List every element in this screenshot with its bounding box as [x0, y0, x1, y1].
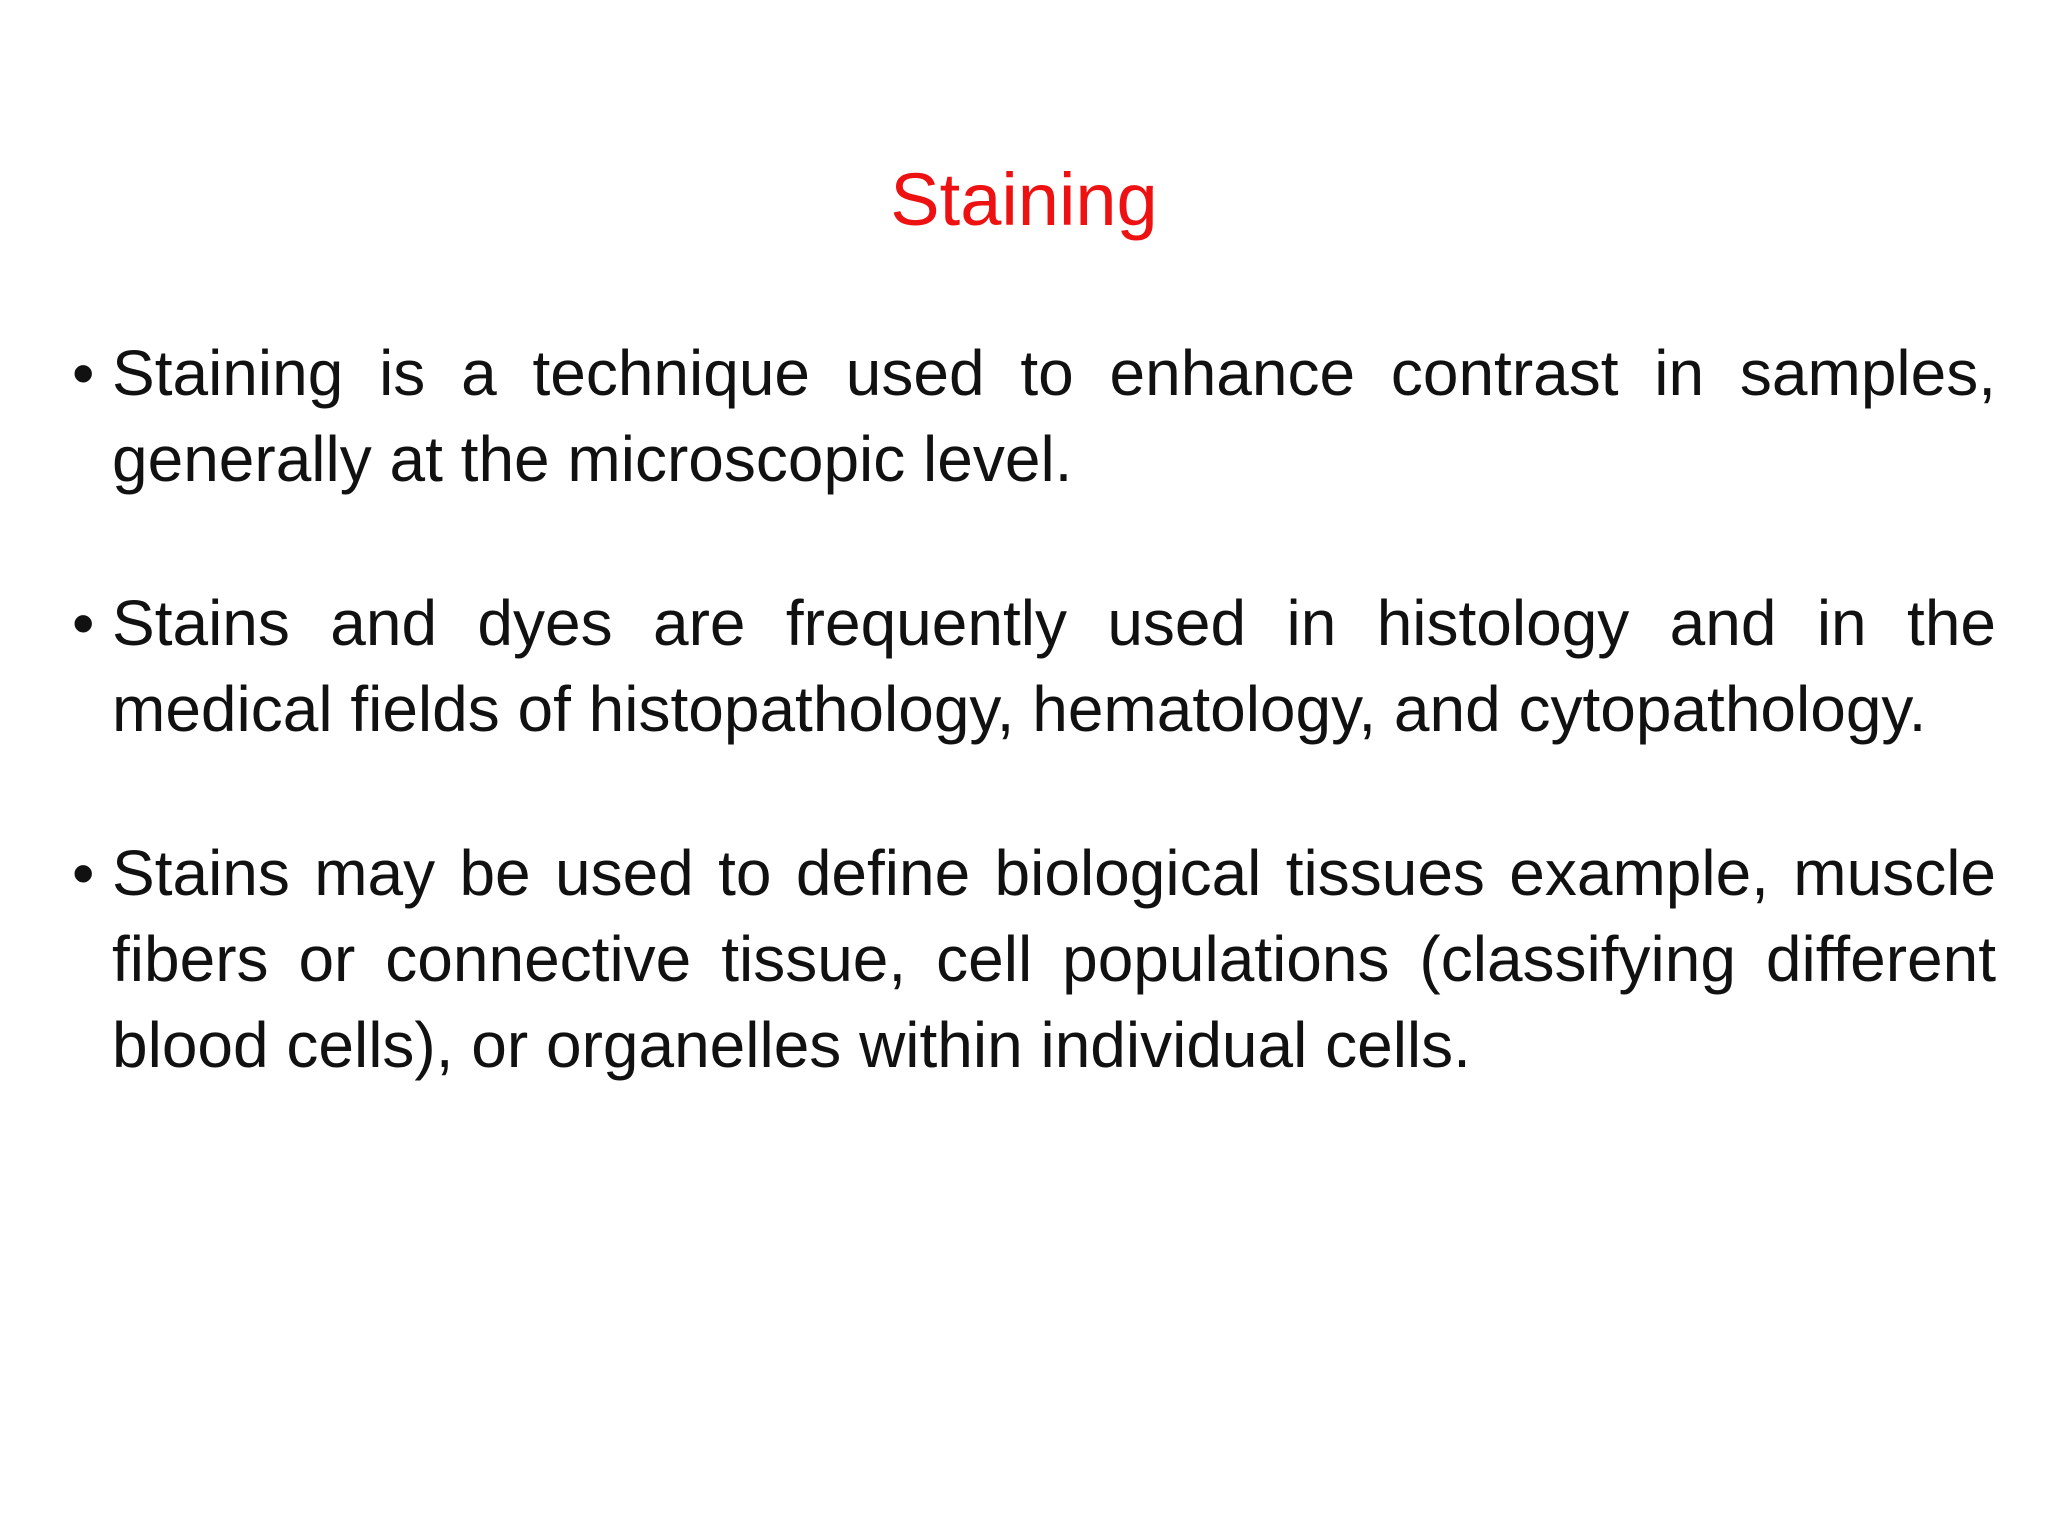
bullet-text: Stains and dyes are frequently used in histology and in the medical fields of histopathology, hematology, and cytopathology. [112, 587, 1996, 745]
bullet-text: Stains may be used to define biological tissues example, muscle fibers or connective tissue, cell populations (classifying different blood cells), or organelles within individual cells. [112, 837, 1996, 1081]
slide-title: Staining [890, 158, 1158, 241]
bullet-text: Staining is a technique used to enhance contrast in samples, generally at the microscopic level. [112, 337, 1996, 495]
bullet-item [72, 330, 1996, 502]
bullet-item [72, 830, 1996, 1088]
bullet-icon: • [72, 587, 95, 659]
bullet-item [72, 580, 1996, 752]
bullet-icon: • [72, 837, 95, 909]
bullet-list [72, 330, 1996, 1088]
bullet-icon: • [72, 337, 95, 409]
